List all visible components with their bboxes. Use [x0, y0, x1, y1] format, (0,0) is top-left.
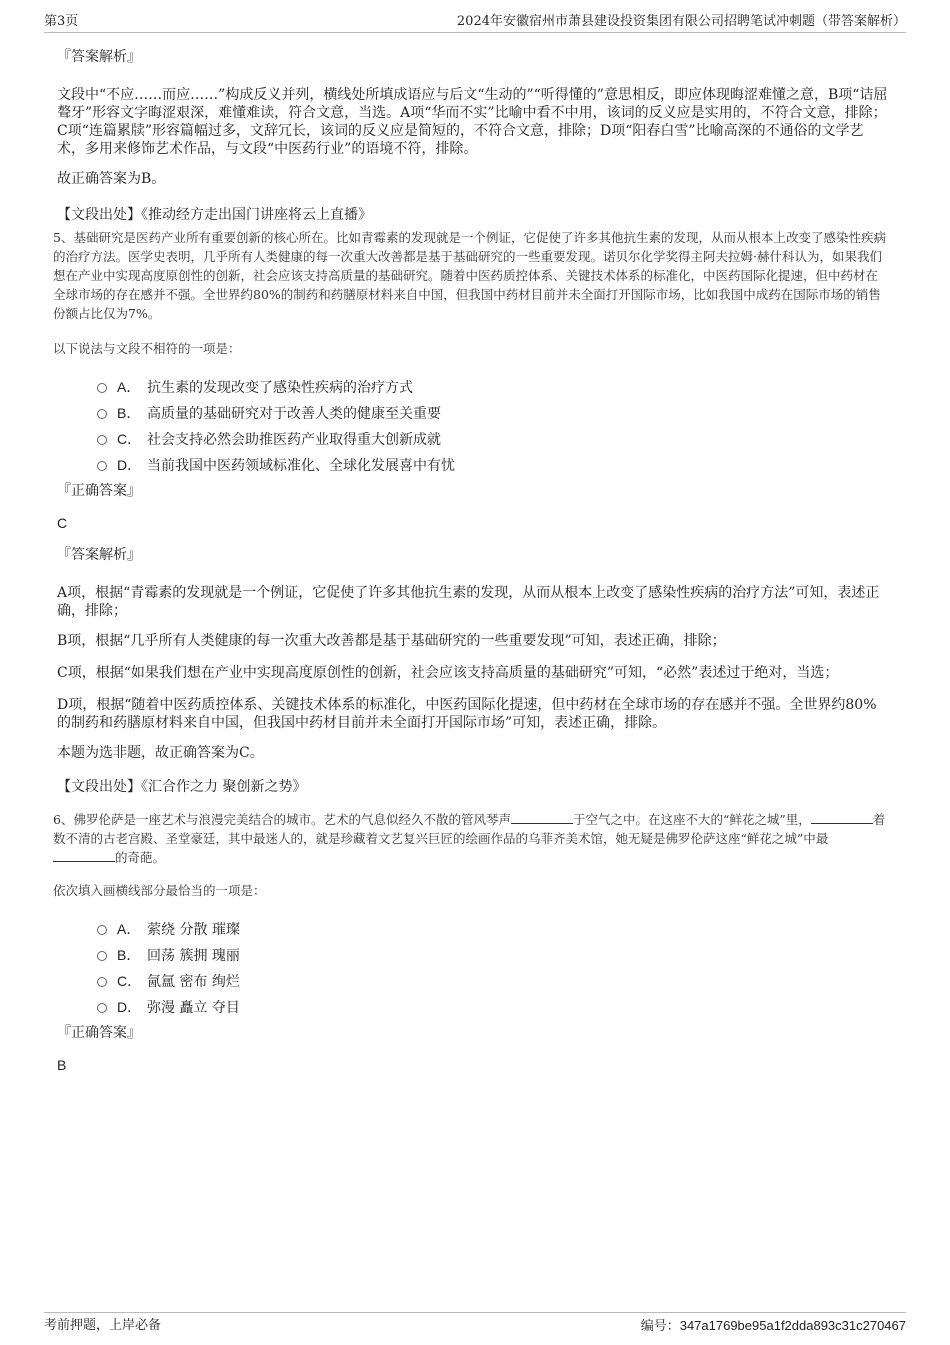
q5-options	[57, 374, 889, 478]
radio-icon[interactable]	[97, 1003, 107, 1013]
main-content	[53, 42, 889, 1088]
q5-analysis-d: D项，根据“随着中医药质控体系、关键技术体系的标准化，中医药国际化提速，但中药材在全球市场的存在感并不强。全世界约80%的制药和药膳原材料来自中国，但我国中药材目前并未全面打开国际市场”可知，表述正确，排除。	[57, 697, 877, 731]
q4-source: 【文段出处】《推动经方走出国门讲座将云上直播》	[57, 207, 372, 223]
q5-question: 以下说法与文段不相符的一项是：	[53, 341, 241, 356]
page-number: 第3页	[44, 14, 79, 29]
q4-analysis-label: 『答案解析』	[57, 49, 141, 65]
q6-question: 依次填入画横线部分最恰当的一项是：	[53, 883, 266, 898]
q4-conclusion: 故正确答案为B。	[57, 171, 166, 187]
blank-1[interactable]	[511, 811, 573, 824]
radio-icon[interactable]	[97, 925, 107, 935]
q5-answer: C	[57, 515, 68, 531]
q5-answer-label: 『正确答案』	[57, 483, 141, 499]
q5-option-a[interactable]: A． 抗生素的发现改变了感染性疾病的治疗方式	[57, 374, 889, 400]
q5-option-b[interactable]: B． 高质量的基础研究对于改善人类的健康至关重要	[57, 400, 889, 426]
q6-answer-label: 『正确答案』	[57, 1025, 141, 1041]
radio-icon[interactable]	[97, 409, 107, 419]
q6-stem: 6、佛罗伦萨是一座艺术与浪漫完美结合的城市。艺术的气息似经久不散的管风琴声 于空气之中。在这座不大的“鲜花之城”里， 着数不清的古老宫殿、圣堂豪廷，其中最迷人的，就是珍藏着文艺复兴巨匠的绘画作品的乌菲齐美术馆，她无疑是佛罗伦萨这座“鲜花之城”中最的奇葩。	[53, 812, 886, 865]
q5-analysis-b: B项，根据“几乎所有人类健康的每一次重大改善都是基于基础研究的一些重要发现”可知，表述正确，排除；	[57, 633, 726, 649]
radio-icon[interactable]	[97, 435, 107, 445]
radio-icon[interactable]	[97, 977, 107, 987]
radio-icon[interactable]	[97, 383, 107, 393]
q6-option-d[interactable]: D． 弥漫 矗立 夺目	[57, 994, 889, 1020]
blank-3[interactable]	[53, 849, 115, 862]
q5-analysis-c: C项，根据“如果我们想在产业中实现高度原创性的创新，社会应该支持高质量的基础研究”可知，“必然”表述过于绝对，当选；	[57, 665, 839, 681]
q5-source: 【文段出处】《汇合作之力 聚创新之势》	[57, 779, 307, 795]
q6-option-c[interactable]: C． 氤氲 密布 绚烂	[57, 968, 889, 994]
q5-analysis-label: 『答案解析』	[57, 547, 141, 563]
q6-answer: B	[57, 1057, 67, 1073]
q5-analysis-a: A项，根据“青霉素的发现就是一个例证，它促使了许多其他抗生素的发现，从而从根本上改变了感染性疾病的治疗方法”可知，表述正确，排除；	[57, 585, 880, 619]
document-title: 2024年安徽宿州市萧县建设投资集团有限公司招聘笔试冲刺题（带答案解析）	[456, 14, 906, 29]
page-footer	[44, 1312, 906, 1337]
q6-option-b[interactable]: B． 回荡 簇拥 瑰丽	[57, 942, 889, 968]
q6-options	[57, 916, 889, 1020]
q4-analysis: 文段中“不应……而应……”构成反义并列，横线处所填成语应与后文“生动的”“听得懂的”意思相反，即应体现晦涩难懂之意，B项“诘屈聱牙”形容文字晦涩艰深，难懂难读，符合文意，当选。A项“华而不实”比喻中看不中用，该词的反义应是实用的，不符合文意，排除；C项“连篇累牍”形容篇幅过多，文辞冗长，该词的反义应是简短的，不符合文意，排除；D项“阳春白雪”比喻高深的不通俗的文学艺术，多用来修饰艺术作品，与文段“中医药行业”的语境不符，排除。	[57, 87, 888, 157]
q5-option-c[interactable]: C． 社会支持必然会助推医药产业取得重大创新成就	[57, 426, 889, 452]
document-code: 编号：347a1769be95a1f2dda893c31c270467	[640, 1318, 906, 1334]
q5-stem: 5、基础研究是医药产业所有重要创新的核心所在。比如青霉素的发现就是一个例证，它促使了许多其他抗生素的发现，从而从根本上改变了感染性疾病的治疗方法。医学史表明，几乎所有人类健康的每一次重大改善都是基于基础研究的一些重要发现。诺贝尔化学奖得主阿夫拉姆·赫什科认为，如果我们想在产业中实现高度原创性的创新，社会应该支持高质量的基础研究。随着中医药质控体系、关键技术体系的标准化，中医药国际化提速，但中药材在全球市场的存在感并不强。全世界约80%的制药和药膳原材料来自中国，但我国中药材目前并未全面打开国际市场，比如我国中成药在国际市场的销售份额占比仅为7%。	[53, 230, 886, 321]
q5-option-d[interactable]: D． 当前我国中医药领域标准化、全球化发展喜中有忧	[57, 452, 889, 478]
page-header	[44, 12, 906, 33]
footer-slogan: 考前押题，上岸必备	[44, 1318, 162, 1333]
radio-icon[interactable]	[97, 951, 107, 961]
q5-conclusion: 本题为选非题，故正确答案为C。	[57, 745, 264, 761]
blank-2[interactable]	[811, 811, 873, 824]
q6-option-a[interactable]: A． 萦绕 分散 璀璨	[57, 916, 889, 942]
radio-icon[interactable]	[97, 461, 107, 471]
